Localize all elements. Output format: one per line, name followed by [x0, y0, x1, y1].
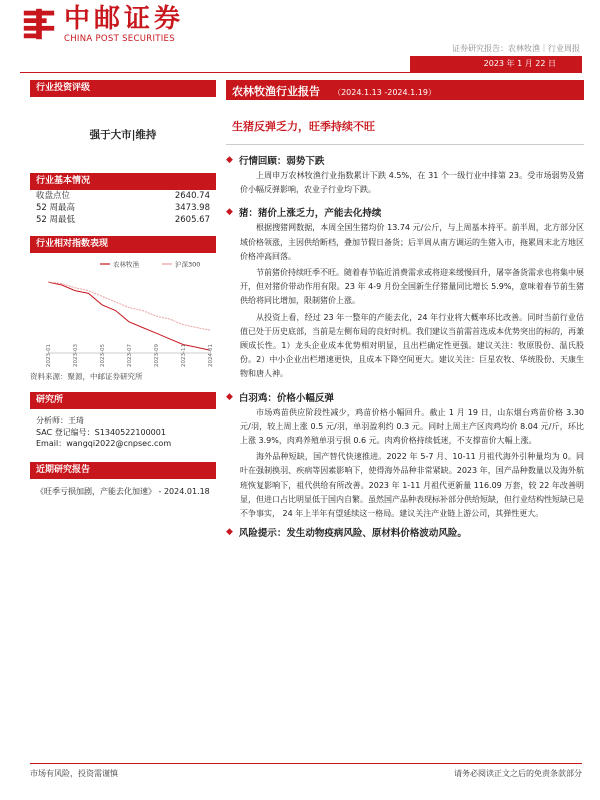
- x-tick-label: 2023-09: [154, 344, 160, 367]
- brand-logo-icon: [20, 5, 58, 43]
- relative-index-chart: [30, 257, 216, 369]
- diamond-bullet-icon: ◆: [226, 207, 233, 218]
- main-content: [226, 80, 584, 539]
- paragraph: 从投资上看，经过 23 年一整年的产能去化，24 年行业将大概率环比改善。同时当前行业估值已处于历史底部，当前是左侧布局的良好时机。我们建议当前需首选成本优势突出的标的，再兼顾成长性。1）龙头企业成本优势相对明显，且出栏确定性更强。建议关注：牧原股份、温氏股份。2）中小企业出栏增速更快，且成本下降空间更大。建议关注：巨星农牧、华统股份、天康生物和唐人神。: [240, 312, 584, 379]
- basic-label: 52 周最低: [36, 215, 76, 225]
- analyst-sac: SAC 登记编号：S1340522100001: [36, 427, 166, 437]
- paragraph: 上周申万农林牧渔行业指数累计下跌 4.5%，在 31 个一级行业中排第 23。受市场弱势及猪价小幅反弹影响，农业子行业均下跌。: [240, 171, 584, 195]
- section-heading: [226, 390, 584, 404]
- x-tick-label: 2023-03: [73, 344, 79, 367]
- rating-value: 强于大市|维持: [89, 129, 157, 141]
- basic-row: [30, 190, 216, 202]
- section-heading-text: 白羽鸡：价格小幅反弹: [238, 392, 334, 404]
- brand-name-en: CHINA POST SECURITIES: [64, 34, 175, 44]
- basic-row: [30, 214, 216, 226]
- x-tick-label: 2024-01: [208, 344, 214, 367]
- analyst-section-title: 研究所: [30, 392, 216, 409]
- chart-section-title: 行业相对指数表现: [30, 236, 216, 253]
- brand-name-cn: 中邮证券: [64, 4, 185, 34]
- line-chart: [30, 257, 216, 369]
- header-divider: [20, 72, 582, 73]
- x-tick-label: 2023-01: [46, 344, 52, 367]
- section-heading: [226, 205, 584, 219]
- footer-divider: [30, 763, 582, 764]
- page-header: [0, 0, 600, 70]
- footer-left: 市场有风险，投资需谨慎: [30, 769, 118, 778]
- diamond-bullet-icon: ◆: [226, 527, 233, 538]
- analyst-email[interactable]: Email：wangqi2022@cnpsec.com: [36, 439, 172, 448]
- x-tick-label: 2023-07: [127, 344, 133, 367]
- paragraph: 海外品种短缺，国产替代快速推进。2022 年 5-7 月、10-11 月祖代海外引种量均为 0。同叶在强制换羽、疾病等因素影响下，使得海外品种非常紧缺。2023 年，国产品种数量以及海外航班恢复影响下，祖代供给有所改善。2023 年 1-11 月祖代更新量 116.09 万套，较 22 年改善明显，但进口占比明显低于国内自繁。虽然国产品种表现标补部分供给短缺，但行业结构性短缺已是不争事实， 24 年上半年有望延续这一格局。建议关注产业链上游公司，其弹性更大。: [240, 452, 584, 519]
- basic-label: 收盘点位: [36, 191, 71, 201]
- logo: [20, 4, 184, 44]
- diamond-bullet-icon: ◆: [226, 155, 233, 165]
- paragraph: 根据搜猪网数据，本周全国生猪均价 13.74 元/公斤，与上周基本持平。前半周，北方部分区域价格领涨，主因供给断档，叠加节假日备货；后半周从南方调运的生猪入市，拖累周末北方地区价格冲高回落。: [240, 223, 584, 261]
- basic-value: 2605.67: [174, 215, 210, 225]
- basic-section-title: 行业基本情况: [30, 173, 216, 190]
- basic-row: [30, 202, 216, 214]
- footer-right: 请务必阅读正文之后的免责条款部分: [454, 769, 582, 778]
- sidebar: [30, 80, 216, 498]
- rating-section-title: 行业投资评级: [30, 80, 216, 97]
- page-footer: [30, 768, 582, 779]
- basic-value: 2640.74: [174, 191, 210, 201]
- report-headline: 生猪反弹乏力，旺季持续不旺: [232, 120, 375, 133]
- recent-report-link[interactable]: 《旺季亏损加剧，产能去化加速》 - 2024.01.18: [36, 486, 210, 496]
- paragraph: 市场鸡苗供应阶段性减少，鸡苗价格小幅回升。截止 1 月 19 日，山东烟台鸡苗价格 3.30 元/羽，较上周上涨 0.5 元/羽，单羽盈利约 0.3 元。同时上周主产区肉鸡均价 8.04 元/斤，环比上涨 3.9%，肉鸡养殖单羽亏损 0.6 元。肉鸡价格持续低迷，不支撑苗价大幅上涨。: [240, 407, 584, 446]
- headline-divider: [226, 144, 584, 145]
- section-heading: [226, 153, 584, 167]
- section-heading-text: 猪：猪价上涨乏力，产能去化持续: [238, 208, 382, 220]
- chart-source: 资料来源：聚源，中邮证券研究所: [30, 372, 143, 381]
- basic-value: 3473.98: [174, 203, 210, 213]
- report-category: 证券研究报告：农林牧渔｜行业周报: [452, 44, 580, 53]
- analyst-name: 分析师：王琦: [36, 416, 84, 425]
- x-tick-label: 2023-11: [181, 344, 187, 367]
- risk-text: 风险提示：发生动物疫病风险、原材料价格波动风险。: [238, 528, 467, 540]
- report-date: 2023 年 1 月 22 日: [410, 56, 582, 72]
- diamond-bullet-icon: ◆: [226, 391, 233, 402]
- x-tick-label: 2023-05: [100, 344, 106, 367]
- legend-label: 农林牧渔: [113, 260, 139, 269]
- section-heading-text: 行情回顾：弱势下跌: [238, 156, 325, 167]
- risk-warning: [226, 525, 584, 539]
- report-title: 农林牧渔行业报告: [232, 85, 320, 98]
- report-range: （2024.1.13 -2024.1.19）: [333, 88, 436, 97]
- paragraph: 节前猪价持续旺季不旺。随着春节临近消费需求或将迎来缓慢回升，屠宰备货需求也将集中展开，但对猪价带动作用有限。23 年 4-9 月份全国新生仔猪量同比增长 5.9%，意味着春节前生猪供给将同比增加，限制猪价上涨。: [240, 268, 584, 306]
- recent-section-title: 近期研究报告: [30, 462, 216, 479]
- basic-label: 52 周最高: [36, 203, 76, 213]
- report-title-bar: [226, 80, 584, 100]
- legend-label: 沪深300: [175, 260, 201, 269]
- series-line: [48, 282, 210, 350]
